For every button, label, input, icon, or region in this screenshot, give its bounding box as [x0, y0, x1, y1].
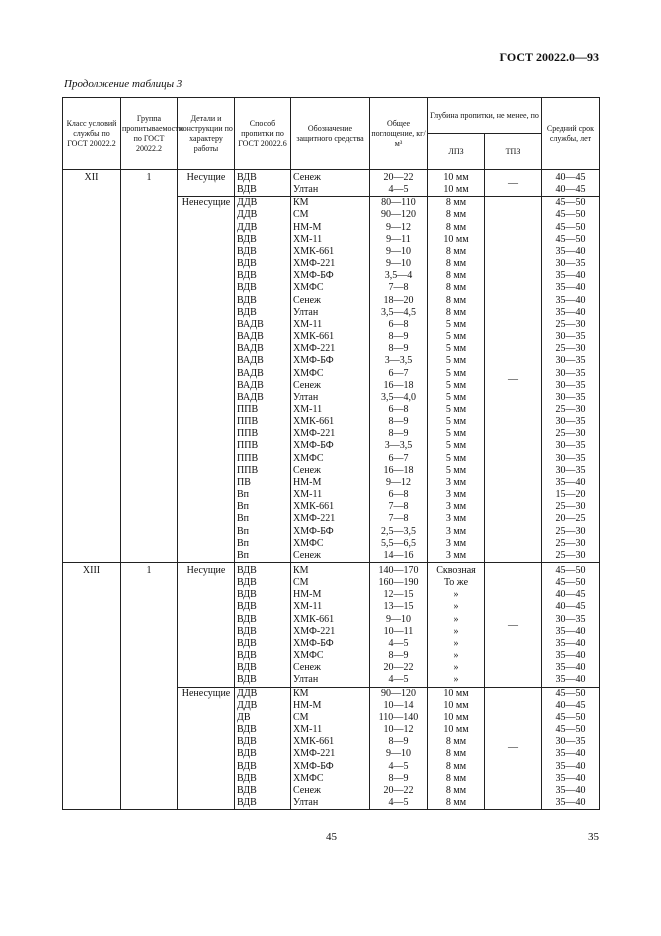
cell-sposob: ВДВ — [235, 761, 291, 773]
cell-oboznachenie: НМ-М — [291, 222, 370, 234]
cell-pogloshchenie: 20—22 — [370, 170, 428, 185]
cell-pogloshchenie: 9—10 — [370, 614, 428, 626]
cell-sposob: Вп — [235, 501, 291, 513]
cell-oboznachenie: ХМФ-БФ — [291, 761, 370, 773]
cell-lpz: Сквозная — [428, 563, 485, 578]
cell-lpz: » — [428, 662, 485, 674]
cell-oboznachenie: ХМК-661 — [291, 614, 370, 626]
cell-srok: 45—50 — [542, 563, 600, 578]
cell-lpz: 3 мм — [428, 501, 485, 513]
cell-srok: 35—40 — [542, 650, 600, 662]
cell-srok: 35—40 — [542, 674, 600, 687]
cell-srok: 45—50 — [542, 577, 600, 589]
cell-pogloshchenie: 8—9 — [370, 416, 428, 428]
cell-lpz: 8 мм — [428, 246, 485, 258]
cell-lpz: 8 мм — [428, 258, 485, 270]
col-lpz: ЛПЗ — [428, 134, 485, 170]
table-body — [63, 170, 600, 810]
cell-srok: 35—40 — [542, 270, 600, 282]
table-caption: Продолжение таблицы 3 — [64, 78, 183, 90]
cell-detali: Ненесущие — [178, 197, 235, 563]
col-glubina: Глубина пропитки, не менее, по — [428, 98, 542, 134]
cell-srok: 25—30 — [542, 501, 600, 513]
cell-sposob: ВДВ — [235, 626, 291, 638]
cell-lpz: 8 мм — [428, 295, 485, 307]
cell-sposob: ВДВ — [235, 563, 291, 578]
cell-srok: 30—35 — [542, 736, 600, 748]
cell-sposob: Вп — [235, 489, 291, 501]
cell-oboznachenie: ХМФС — [291, 538, 370, 550]
cell-oboznachenie: ХМК-661 — [291, 501, 370, 513]
cell-srok: 35—40 — [542, 477, 600, 489]
cell-lpz: 8 мм — [428, 307, 485, 319]
cell-pogloshchenie: 8—9 — [370, 428, 428, 440]
cell-lpz: 3 мм — [428, 538, 485, 550]
cell-oboznachenie: Сенеж — [291, 550, 370, 563]
cell-sposob: ДВ — [235, 712, 291, 724]
cell-pogloshchenie: 8—9 — [370, 343, 428, 355]
col-pogloshchenie: Общее поглощение, кг/м³ — [370, 98, 428, 170]
cell-sposob: ДДВ — [235, 209, 291, 221]
cell-sposob: ВДВ — [235, 184, 291, 197]
cell-lpz: 10 мм — [428, 170, 485, 185]
cell-pogloshchenie: 16—18 — [370, 465, 428, 477]
cell-oboznachenie: Сенеж — [291, 295, 370, 307]
col-srok: Средний срок службы, лет — [542, 98, 600, 170]
cell-sposob: ВДВ — [235, 246, 291, 258]
cell-srok: 25—30 — [542, 550, 600, 563]
cell-pogloshchenie: 8—9 — [370, 736, 428, 748]
cell-sposob: ВДВ — [235, 785, 291, 797]
cell-srok: 30—35 — [542, 440, 600, 452]
cell-sposob: ВАДВ — [235, 331, 291, 343]
cell-sposob: ВАДВ — [235, 368, 291, 380]
cell-lpz: 8 мм — [428, 282, 485, 294]
cell-pogloshchenie: 7—8 — [370, 501, 428, 513]
cell-pogloshchenie: 5,5—6,5 — [370, 538, 428, 550]
cell-lpz: 3 мм — [428, 513, 485, 525]
cell-sposob: Вп — [235, 513, 291, 525]
cell-sposob: ВАДВ — [235, 392, 291, 404]
table-row — [63, 170, 600, 185]
cell-pogloshchenie: 16—18 — [370, 380, 428, 392]
cell-sposob: ВДВ — [235, 724, 291, 736]
cell-lpz: 8 мм — [428, 736, 485, 748]
cell-pogloshchenie: 9—12 — [370, 222, 428, 234]
cell-pogloshchenie: 4—5 — [370, 674, 428, 687]
cell-oboznachenie: НМ-М — [291, 700, 370, 712]
cell-lpz: 8 мм — [428, 761, 485, 773]
cell-srok: 25—30 — [542, 428, 600, 440]
cell-srok: 40—45 — [542, 589, 600, 601]
cell-oboznachenie: ХМ-11 — [291, 601, 370, 613]
cell-pogloshchenie: 8—9 — [370, 773, 428, 785]
cell-detali: Несущие — [178, 170, 235, 197]
cell-srok: 30—35 — [542, 368, 600, 380]
cell-srok: 30—35 — [542, 258, 600, 270]
cell-pogloshchenie: 90—120 — [370, 209, 428, 221]
cell-sposob: ВДВ — [235, 270, 291, 282]
cell-srok: 25—30 — [542, 538, 600, 550]
cell-pogloshchenie: 12—15 — [370, 589, 428, 601]
cell-lpz: » — [428, 626, 485, 638]
cell-lpz: 3 мм — [428, 526, 485, 538]
cell-sposob: ДДВ — [235, 222, 291, 234]
cell-pogloshchenie: 3,5—4,5 — [370, 307, 428, 319]
cell-pogloshchenie: 80—110 — [370, 197, 428, 210]
cell-sposob: ВДВ — [235, 589, 291, 601]
cell-sposob: ВАДВ — [235, 343, 291, 355]
cell-srok: 45—50 — [542, 712, 600, 724]
cell-lpz: 5 мм — [428, 416, 485, 428]
cell-lpz: 8 мм — [428, 797, 485, 810]
cell-sposob: ВДВ — [235, 307, 291, 319]
cell-oboznachenie: Сенеж — [291, 662, 370, 674]
cell-srok: 45—50 — [542, 687, 600, 700]
cell-lpz: » — [428, 638, 485, 650]
cell-srok: 45—50 — [542, 234, 600, 246]
cell-sposob: ВДВ — [235, 773, 291, 785]
cell-lpz: 10 мм — [428, 712, 485, 724]
cell-srok: 35—40 — [542, 282, 600, 294]
cell-pogloshchenie: 9—11 — [370, 234, 428, 246]
impregnation-table — [62, 97, 600, 810]
cell-pogloshchenie: 10—11 — [370, 626, 428, 638]
cell-oboznachenie: ХМ-11 — [291, 489, 370, 501]
cell-srok: 45—50 — [542, 197, 600, 210]
cell-lpz: 3 мм — [428, 477, 485, 489]
cell-oboznachenie: СМ — [291, 577, 370, 589]
cell-sposob: ВДВ — [235, 638, 291, 650]
cell-pogloshchenie: 7—8 — [370, 513, 428, 525]
cell-lpz: 5 мм — [428, 440, 485, 452]
cell-pogloshchenie: 8—9 — [370, 650, 428, 662]
cell-pogloshchenie: 10—14 — [370, 700, 428, 712]
cell-pogloshchenie: 13—15 — [370, 601, 428, 613]
page-number-right: 35 — [588, 831, 599, 843]
cell-oboznachenie: ХМФС — [291, 453, 370, 465]
cell-lpz: 10 мм — [428, 687, 485, 700]
col-gruppa: Группа пропитываемости по ГОСТ 20022.2 — [121, 98, 178, 170]
cell-lpz: 3 мм — [428, 489, 485, 501]
cell-detali: Ненесущие — [178, 687, 235, 810]
cell-lpz: » — [428, 614, 485, 626]
cell-oboznachenie: Ултан — [291, 392, 370, 404]
cell-pogloshchenie: 4—5 — [370, 761, 428, 773]
cell-pogloshchenie: 110—140 — [370, 712, 428, 724]
cell-oboznachenie: ХМФС — [291, 773, 370, 785]
cell-sposob: ВДВ — [235, 258, 291, 270]
cell-lpz: 5 мм — [428, 453, 485, 465]
cell-lpz: 10 мм — [428, 700, 485, 712]
cell-sposob: Вп — [235, 526, 291, 538]
cell-lpz: 5 мм — [428, 465, 485, 477]
cell-oboznachenie: ХМК-661 — [291, 331, 370, 343]
cell-pogloshchenie: 6—8 — [370, 319, 428, 331]
cell-pogloshchenie: 4—5 — [370, 638, 428, 650]
cell-pogloshchenie: 6—7 — [370, 368, 428, 380]
cell-sposob: ВАДВ — [235, 380, 291, 392]
cell-lpz: 8 мм — [428, 222, 485, 234]
cell-oboznachenie: КМ — [291, 687, 370, 700]
cell-pogloshchenie: 3—3,5 — [370, 355, 428, 367]
cell-sposob: ВДВ — [235, 295, 291, 307]
cell-lpz: То же — [428, 577, 485, 589]
cell-srok: 30—35 — [542, 465, 600, 477]
cell-srok: 30—35 — [542, 416, 600, 428]
cell-pogloshchenie: 160—190 — [370, 577, 428, 589]
cell-oboznachenie: Ултан — [291, 797, 370, 810]
cell-oboznachenie: ХМ-11 — [291, 404, 370, 416]
cell-lpz: » — [428, 589, 485, 601]
cell-oboznachenie: Ултан — [291, 307, 370, 319]
cell-oboznachenie: ХМ-11 — [291, 234, 370, 246]
cell-sposob: Вп — [235, 550, 291, 563]
cell-detali: Несущие — [178, 563, 235, 688]
cell-oboznachenie: ХМФ-БФ — [291, 526, 370, 538]
cell-oboznachenie: КМ — [291, 197, 370, 210]
cell-oboznachenie: КМ — [291, 563, 370, 578]
cell-pogloshchenie: 140—170 — [370, 563, 428, 578]
cell-sposob: ВДВ — [235, 234, 291, 246]
cell-sposob: ВДВ — [235, 614, 291, 626]
cell-sposob: Вп — [235, 538, 291, 550]
cell-sposob: ВДВ — [235, 797, 291, 810]
cell-lpz: 5 мм — [428, 355, 485, 367]
cell-lpz: 5 мм — [428, 380, 485, 392]
cell-tpz: — — [485, 170, 542, 197]
cell-srok: 30—35 — [542, 614, 600, 626]
cell-srok: 45—50 — [542, 209, 600, 221]
cell-srok: 40—45 — [542, 700, 600, 712]
cell-sposob: ППВ — [235, 440, 291, 452]
cell-pogloshchenie: 4—5 — [370, 797, 428, 810]
cell-srok: 35—40 — [542, 295, 600, 307]
col-detali: Детали и конструкции по характеру работы — [178, 98, 235, 170]
table-header — [63, 98, 600, 170]
cell-gruppa: 1 — [121, 563, 178, 810]
cell-oboznachenie: ХМ-11 — [291, 724, 370, 736]
col-klass: Класс условий службы по ГОСТ 20022.2 — [63, 98, 121, 170]
cell-sposob: ППВ — [235, 404, 291, 416]
cell-srok: 35—40 — [542, 797, 600, 810]
cell-oboznachenie: НМ-М — [291, 589, 370, 601]
cell-oboznachenie: Сенеж — [291, 465, 370, 477]
cell-pogloshchenie: 18—20 — [370, 295, 428, 307]
cell-srok: 35—40 — [542, 307, 600, 319]
cell-srok: 20—25 — [542, 513, 600, 525]
cell-sposob: ВДВ — [235, 650, 291, 662]
cell-oboznachenie: ХМ-11 — [291, 319, 370, 331]
cell-srok: 35—40 — [542, 246, 600, 258]
cell-sposob: ВДВ — [235, 170, 291, 185]
cell-lpz: 8 мм — [428, 197, 485, 210]
cell-klass: XIII — [63, 563, 121, 810]
cell-pogloshchenie: 6—8 — [370, 404, 428, 416]
cell-sposob: ППВ — [235, 453, 291, 465]
cell-oboznachenie: ХМК-661 — [291, 736, 370, 748]
cell-srok: 45—50 — [542, 724, 600, 736]
cell-srok: 25—30 — [542, 319, 600, 331]
cell-srok: 40—45 — [542, 601, 600, 613]
cell-pogloshchenie: 9—12 — [370, 477, 428, 489]
cell-pogloshchenie: 20—22 — [370, 662, 428, 674]
cell-srok: 45—50 — [542, 222, 600, 234]
cell-sposob: ППВ — [235, 416, 291, 428]
cell-sposob: ВДВ — [235, 662, 291, 674]
cell-pogloshchenie: 9—10 — [370, 258, 428, 270]
cell-pogloshchenie: 3—3,5 — [370, 440, 428, 452]
cell-srok: 35—40 — [542, 748, 600, 760]
cell-sposob: ВАДВ — [235, 319, 291, 331]
cell-srok: 15—20 — [542, 489, 600, 501]
cell-lpz: 5 мм — [428, 428, 485, 440]
cell-oboznachenie: Сенеж — [291, 380, 370, 392]
cell-oboznachenie: Сенеж — [291, 785, 370, 797]
cell-srok: 35—40 — [542, 761, 600, 773]
cell-oboznachenie: ХМФ-221 — [291, 748, 370, 760]
cell-klass: XII — [63, 170, 121, 563]
cell-srok: 25—30 — [542, 404, 600, 416]
cell-oboznachenie: ХМФ-221 — [291, 626, 370, 638]
cell-srok: 25—30 — [542, 343, 600, 355]
cell-srok: 35—40 — [542, 662, 600, 674]
cell-tpz: — — [485, 687, 542, 810]
cell-srok: 40—45 — [542, 170, 600, 185]
cell-srok: 30—35 — [542, 392, 600, 404]
col-sposob: Способ пропитки по ГОСТ 20022.6 — [235, 98, 291, 170]
cell-sposob: ВДВ — [235, 601, 291, 613]
cell-srok: 30—35 — [542, 355, 600, 367]
cell-srok: 35—40 — [542, 626, 600, 638]
cell-lpz: 10 мм — [428, 184, 485, 197]
cell-sposob: ПВ — [235, 477, 291, 489]
cell-oboznachenie: ХМФ-БФ — [291, 355, 370, 367]
cell-lpz: 10 мм — [428, 234, 485, 246]
table-row — [63, 563, 600, 578]
cell-sposob: ВДВ — [235, 674, 291, 687]
cell-oboznachenie: ХМФС — [291, 282, 370, 294]
cell-sposob: ВДВ — [235, 282, 291, 294]
cell-srok: 35—40 — [542, 773, 600, 785]
cell-oboznachenie: ХМФ-БФ — [291, 270, 370, 282]
cell-lpz: 8 мм — [428, 785, 485, 797]
cell-lpz: 5 мм — [428, 319, 485, 331]
cell-lpz: » — [428, 601, 485, 613]
cell-srok: 25—30 — [542, 526, 600, 538]
cell-lpz: 5 мм — [428, 343, 485, 355]
cell-oboznachenie: ХМФ-БФ — [291, 440, 370, 452]
cell-sposob: ППВ — [235, 465, 291, 477]
cell-lpz: 10 мм — [428, 724, 485, 736]
cell-srok: 40—45 — [542, 184, 600, 197]
cell-lpz: 5 мм — [428, 404, 485, 416]
cell-pogloshchenie: 10—12 — [370, 724, 428, 736]
cell-lpz: 8 мм — [428, 748, 485, 760]
cell-pogloshchenie: 6—8 — [370, 489, 428, 501]
cell-lpz: 3 мм — [428, 550, 485, 563]
cell-oboznachenie: Ултан — [291, 674, 370, 687]
cell-pogloshchenie: 9—10 — [370, 246, 428, 258]
cell-srok: 30—35 — [542, 331, 600, 343]
cell-oboznachenie: СМ — [291, 712, 370, 724]
cell-oboznachenie: ХМФ-221 — [291, 428, 370, 440]
document-id: ГОСТ 20022.0—93 — [499, 50, 599, 64]
cell-sposob: ВДВ — [235, 577, 291, 589]
cell-lpz: 8 мм — [428, 270, 485, 282]
cell-tpz: — — [485, 197, 542, 563]
cell-sposob: ДДВ — [235, 687, 291, 700]
cell-lpz: 5 мм — [428, 368, 485, 380]
cell-oboznachenie: ХМК-661 — [291, 246, 370, 258]
cell-oboznachenie: ХМК-661 — [291, 416, 370, 428]
cell-oboznachenie: ХМФ-221 — [291, 513, 370, 525]
cell-pogloshchenie: 3,5—4 — [370, 270, 428, 282]
cell-pogloshchenie: 90—120 — [370, 687, 428, 700]
cell-sposob: ВДВ — [235, 736, 291, 748]
col-tpz: ТПЗ — [485, 134, 542, 170]
cell-srok: 35—40 — [542, 785, 600, 797]
cell-pogloshchenie: 9—10 — [370, 748, 428, 760]
cell-pogloshchenie: 20—22 — [370, 785, 428, 797]
cell-srok: 30—35 — [542, 380, 600, 392]
cell-oboznachenie: ХМФС — [291, 368, 370, 380]
col-oboznachenie: Обозначение защитного средства — [291, 98, 370, 170]
cell-sposob: ППВ — [235, 428, 291, 440]
cell-lpz: 8 мм — [428, 209, 485, 221]
page-number-center: 45 — [326, 831, 337, 843]
cell-oboznachenie: ХМФ-БФ — [291, 638, 370, 650]
cell-oboznachenie: СМ — [291, 209, 370, 221]
cell-gruppa: 1 — [121, 170, 178, 563]
cell-oboznachenie: Ултан — [291, 184, 370, 197]
cell-pogloshchenie: 2,5—3,5 — [370, 526, 428, 538]
cell-lpz: 5 мм — [428, 331, 485, 343]
cell-sposob: ВАДВ — [235, 355, 291, 367]
cell-oboznachenie: ХМФ-221 — [291, 258, 370, 270]
cell-pogloshchenie: 8—9 — [370, 331, 428, 343]
cell-lpz: » — [428, 674, 485, 687]
cell-pogloshchenie: 14—16 — [370, 550, 428, 563]
cell-oboznachenie: ХМФС — [291, 650, 370, 662]
cell-oboznachenie: ХМФ-221 — [291, 343, 370, 355]
cell-lpz: » — [428, 650, 485, 662]
cell-oboznachenie: НМ-М — [291, 477, 370, 489]
cell-pogloshchenie: 6—7 — [370, 453, 428, 465]
cell-tpz: — — [485, 563, 542, 688]
cell-lpz: 5 мм — [428, 392, 485, 404]
cell-sposob: ВДВ — [235, 748, 291, 760]
cell-srok: 30—35 — [542, 453, 600, 465]
cell-sposob: ДДВ — [235, 197, 291, 210]
cell-pogloshchenie: 4—5 — [370, 184, 428, 197]
cell-lpz: 8 мм — [428, 773, 485, 785]
cell-oboznachenie: Сенеж — [291, 170, 370, 185]
cell-sposob: ДДВ — [235, 700, 291, 712]
cell-srok: 35—40 — [542, 638, 600, 650]
cell-pogloshchenie: 3,5—4,0 — [370, 392, 428, 404]
cell-pogloshchenie: 7—8 — [370, 282, 428, 294]
